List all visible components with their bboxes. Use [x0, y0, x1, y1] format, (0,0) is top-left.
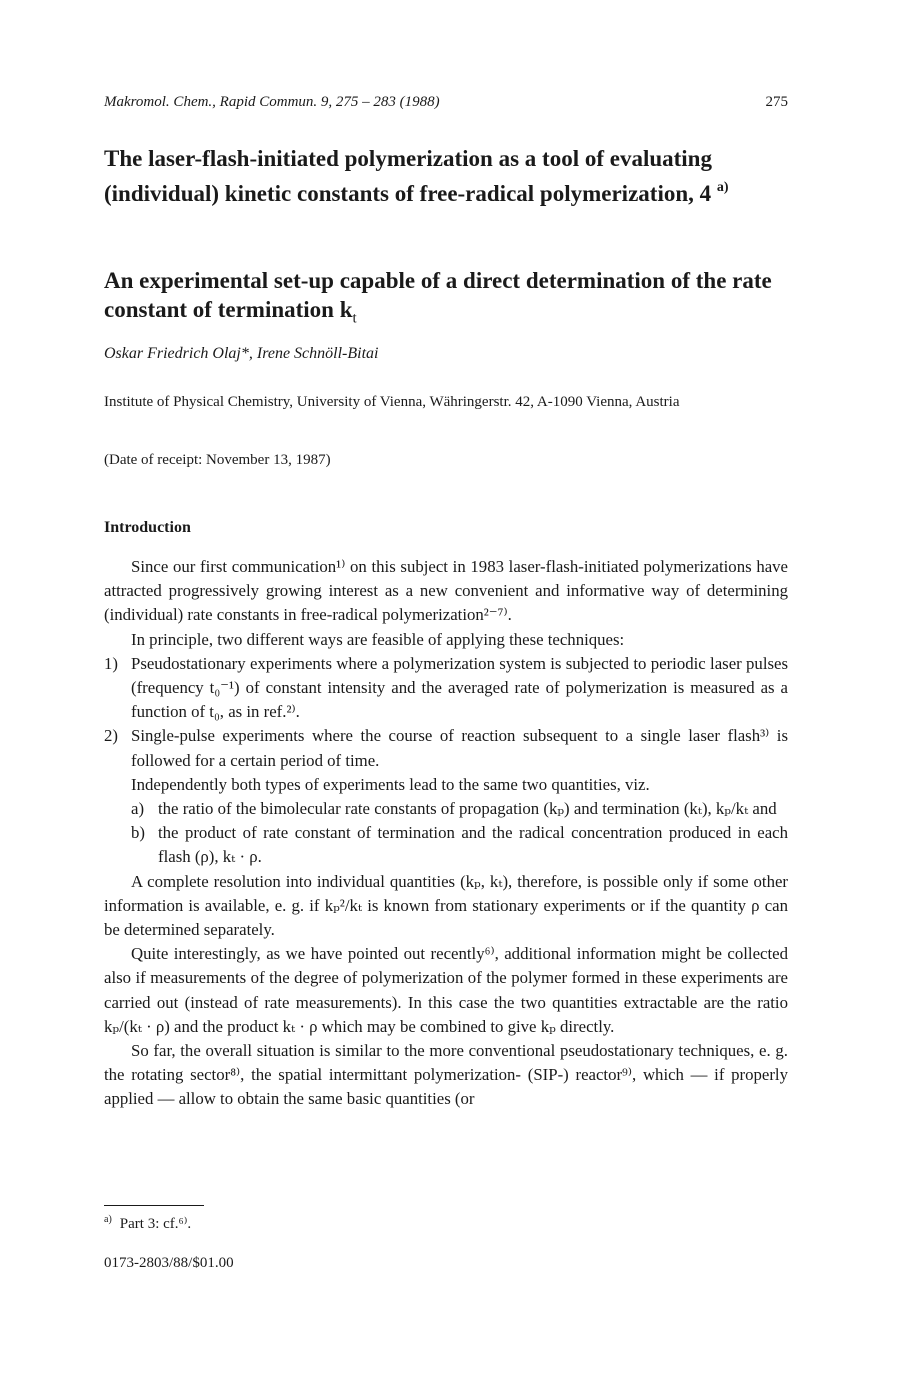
article-title [104, 144, 788, 208]
affiliation: Institute of Physical Chemistry, University of Vienna, Währingerstr. 42, A-1090 Vienna, Austria [104, 394, 680, 410]
list-item-1 [104, 652, 788, 725]
paragraph-5: So far, the overall situation is similar to the more conventional pseudostationary techniques, e. g. the rotating sector⁸⁾, the spatial intermittant polymerization- (SIP-) reactor⁹⁾, which — if properly applied — allow to obtain the same basic quantities (or [104, 1041, 788, 1109]
receipt-date: (Date of receipt: November 13, 1987) [104, 452, 331, 468]
paragraph-2: In principle, two different ways are feasible of applying these techniques: [131, 629, 625, 649]
page-number: 275 [765, 94, 788, 110]
footnote-rule [104, 1205, 204, 1206]
list-item-2-label: 2) [104, 726, 118, 746]
list-item-2 [104, 724, 788, 772]
article-title-text: The laser-flash-initiated polymerization as a tool of evaluating (individual) kinetic constants of free-radical polymerization, 4 [104, 146, 712, 206]
sub-item-b-label: b) [131, 823, 145, 843]
article-code: 0173-2803/88/$01.00 [104, 1255, 234, 1271]
article-subtitle [104, 266, 788, 334]
footnote [104, 1214, 191, 1233]
sub-item-a [104, 797, 788, 821]
subtitle-subscript: t [352, 310, 357, 327]
sub-item-a-label: a) [131, 799, 145, 819]
running-header [104, 94, 788, 111]
sub-item-b-text: the product of rate constant of termination and the radical concentration produced in each flash (ρ), kₜ · ρ. [158, 823, 788, 867]
footnote-marker: a) [104, 1214, 112, 1225]
footnote-text: Part 3: cf.⁶⁾. [119, 1216, 192, 1232]
section-heading: Introduction [104, 519, 191, 536]
authors: Oskar Friedrich Olaj*, Irene Schnöll-Bitai [104, 345, 379, 362]
journal-citation: Makromol. Chem., Rapid Commun. 9, 275 – 283 (1988) [104, 94, 440, 110]
sub-item-b [104, 821, 788, 869]
body-text [104, 555, 788, 1112]
list-item-1-label: 1) [104, 653, 118, 673]
list-item-2-continuation: Independently both types of experiments lead to the same two quantities, viz. [131, 774, 650, 794]
paragraph-1: Since our first communication¹⁾ on this subject in 1983 laser-flash-initiated polymerizations have attracted progressively growing interest as a new convenient and informative way of determining (individual) rate constants in free-radical polymerization²⁻⁷⁾. [104, 557, 788, 625]
list-item-2-text: Single-pulse experiments where the course of reaction subsequent to a single laser flash³⁾ is followed for a certain period of time. [131, 726, 788, 770]
title-footnote-marker: a) [716, 180, 729, 195]
list-item-1-text: Pseudostationary experiments where a polymerization system is subjected to periodic laser pulses (frequency t₀⁻¹) of constant intensity and the averaged rate of polymerization is measured as a function of t₀, as in ref.²⁾. [131, 653, 788, 722]
paragraph-4: Quite interestingly, as we have pointed out recently⁶⁾, additional information might be collected also if measurements of the degree of polymerization of the polymer formed in these experiments are carried out (instead of rate measurements). In this case the two quantities extractable are the ratio kₚ/(kₜ · ρ) and the product kₜ · ρ which may be combined to give kₚ directly. [104, 944, 788, 1036]
sub-item-a-text: the ratio of the bimolecular rate constants of propagation (kₚ) and termination (kₜ), kₚ/kₜ and [158, 799, 777, 819]
paragraph-3: A complete resolution into individual quantities (kₚ, kₜ), therefore, is possible only if some other information is available, e. g. if kₚ²/kₜ is known from stationary experiments or if the quantity ρ can be determined separately. [104, 871, 788, 940]
article-subtitle-text: An experimental set-up capable of a direct determination of the rate constant of termination k [104, 268, 772, 322]
